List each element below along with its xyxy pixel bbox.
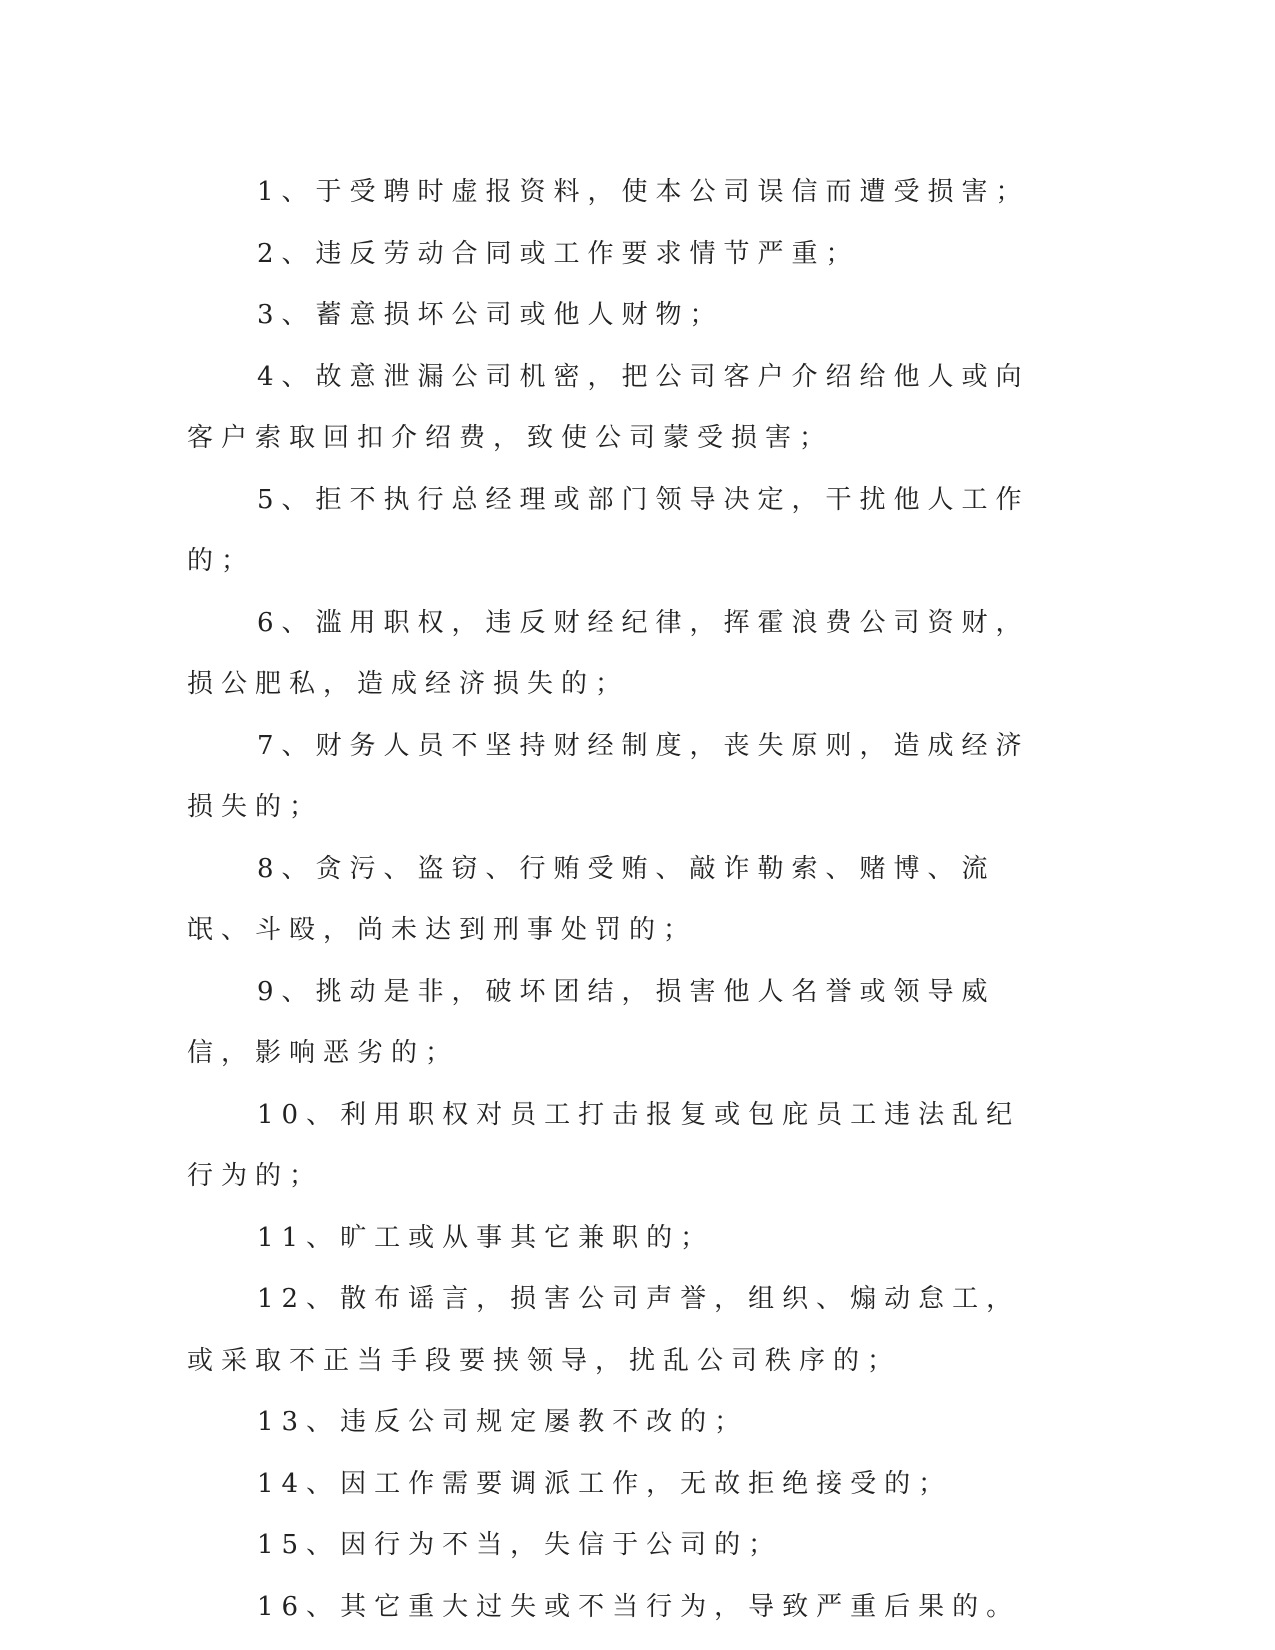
list-item: 11、旷工或从事其它兼职的； bbox=[257, 1222, 715, 1253]
list-item: 3、蓄意损坏公司或他人财物； bbox=[257, 300, 724, 330]
list-item: 15、因行为不当，失信于公司的； bbox=[257, 1530, 783, 1560]
list-item: 4、故意泄漏公司机密，把公司客户介绍给他人或向客户索取回扣介绍费，致使公司蒙受损害； bbox=[187, 361, 1030, 453]
list-item: 2、违反劳动合同或工作要求情节严重； bbox=[257, 238, 860, 269]
list-item: 6、滥用职权，违反财经纪律，挥霍浪费公司资财，损公肥私，造成经济损失的； bbox=[187, 607, 1030, 699]
list-item: 16、其它重大过失或不当行为，导致严重后果的。 bbox=[257, 1591, 1021, 1622]
list-item: 13、违反公司规定屡教不改的； bbox=[257, 1407, 749, 1437]
list-item: 14、因工作需要调派工作，无故拒绝接受的； bbox=[257, 1468, 953, 1499]
list-item: 5、拒不执行总经理或部门领导决定，干扰他人工作的； bbox=[187, 484, 1030, 576]
list-item: 8、贪污、盗窃、行贿受贿、敲诈勒索、赌博、流氓、斗殴，尚未达到刑事处罚的； bbox=[187, 853, 996, 945]
list-item: 7、财务人员不坚持财经制度，丧失原则，造成经济损失的； bbox=[187, 730, 1030, 822]
list-item: 9、挑动是非，破坏团结，损害他人名誉或领导威信，影响恶劣的； bbox=[187, 976, 996, 1068]
document-body bbox=[187, 162, 1047, 1638]
list-item: 12、散布谣言，损害公司声誉，组织、煽动怠工，或采取不正当手段要挟领导，扰乱公司秩序的； bbox=[187, 1284, 1021, 1376]
list-item: 1、于受聘时虚报资料，使本公司误信而遭受损害； bbox=[257, 177, 1030, 207]
list-item: 10、利用职权对员工打击报复或包庇员工违法乱纪行为的； bbox=[187, 1099, 1021, 1191]
